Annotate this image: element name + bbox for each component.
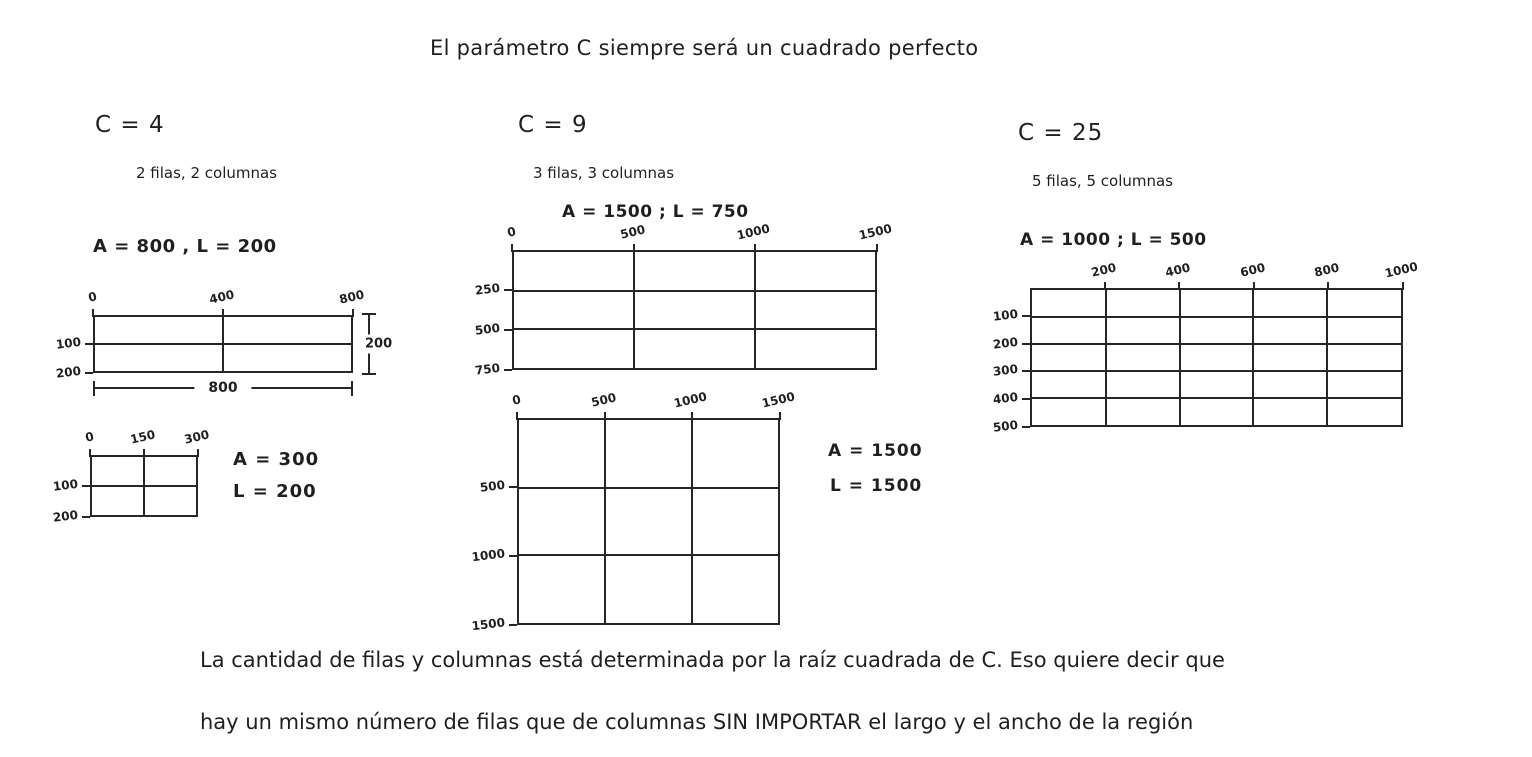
- axis-tick-label: 1000: [672, 389, 709, 411]
- footer-note: [200, 645, 1225, 738]
- axis-tick-label: 500: [992, 417, 1019, 435]
- grid-row-line: [519, 554, 778, 556]
- axis-tick-mark: [82, 485, 90, 487]
- axis-tick-mark: [1022, 426, 1030, 428]
- section-c25-subheading: 5 filas, 5 columnas: [1032, 172, 1174, 190]
- grid-c4-small-area-label: A = 300: [233, 449, 320, 470]
- grid-row-line: [1032, 316, 1401, 318]
- axis-tick-mark: [1104, 282, 1106, 290]
- grid-row-line: [1032, 343, 1401, 345]
- axis-tick-label: 150: [128, 427, 157, 447]
- section-c4-heading: C = 4: [95, 112, 165, 138]
- axis-tick-mark: [1022, 315, 1030, 317]
- section-c4-subheading: 2 filas, 2 columnas: [136, 164, 278, 182]
- grid-row-line: [514, 290, 875, 292]
- grid-outline: [90, 455, 198, 517]
- axis-tick-label: 200: [55, 363, 82, 381]
- grid-outline: [93, 315, 353, 373]
- grid-column-line: [1252, 290, 1254, 425]
- dimension-height-label: 200: [365, 336, 393, 352]
- axis-tick-label: 0: [510, 392, 523, 408]
- axis-tick-mark: [222, 309, 224, 317]
- dimension-cap: [362, 373, 376, 375]
- axis-tick-label: 200: [992, 334, 1019, 352]
- grid-column-line: [1326, 290, 1328, 425]
- axis-tick-label: 1500: [760, 389, 797, 411]
- grid-column-line: [604, 420, 606, 623]
- axis-tick-mark: [89, 449, 91, 457]
- grid-row-line: [1032, 397, 1401, 399]
- grid-column-line: [691, 420, 693, 623]
- axis-tick-mark: [1402, 282, 1404, 290]
- axis-tick-mark: [1327, 282, 1329, 290]
- page-title: El parámetro C siempre será un cuadrado perfecto: [430, 36, 979, 60]
- axis-tick-label: 300: [992, 362, 1019, 380]
- axis-tick-mark: [633, 244, 635, 252]
- grid-row-line: [1032, 370, 1401, 372]
- axis-tick-mark: [1022, 398, 1030, 400]
- axis-tick-label: 500: [479, 477, 506, 495]
- grid-c9-square-area-label: A = 1500: [828, 441, 923, 461]
- axis-tick-mark: [504, 289, 512, 291]
- axis-tick-mark: [604, 412, 606, 420]
- axis-tick-label: 750: [474, 360, 501, 378]
- axis-tick-mark: [511, 244, 513, 252]
- axis-tick-mark: [509, 624, 517, 626]
- grid-outline: [517, 418, 780, 625]
- axis-tick-label: 400: [1164, 260, 1192, 280]
- grid-column-line: [1105, 290, 1107, 425]
- dimension-height-bracket: [361, 313, 401, 375]
- section-c9-subheading: 3 filas, 3 columnas: [533, 164, 675, 182]
- grid-row-line: [92, 485, 196, 487]
- axis-tick-label: 200: [1089, 260, 1118, 280]
- grid-c9-main: [474, 221, 894, 378]
- axis-tick-mark: [691, 412, 693, 420]
- grid-c25-main: [992, 259, 1420, 435]
- axis-tick-mark: [504, 329, 512, 331]
- axis-tick-mark: [1253, 282, 1255, 290]
- axis-tick-label: 500: [618, 222, 647, 242]
- axis-tick-mark: [1178, 282, 1180, 290]
- axis-tick-mark: [85, 372, 93, 374]
- axis-tick-mark: [509, 486, 517, 488]
- axis-tick-label: 1500: [470, 615, 506, 634]
- axis-tick-mark: [876, 244, 878, 252]
- axis-tick-mark: [352, 309, 354, 317]
- axis-tick-mark: [516, 412, 518, 420]
- grid-c4-small: [52, 427, 211, 525]
- dimension-width-bracket: [93, 380, 353, 398]
- axis-tick-mark: [754, 244, 756, 252]
- axis-tick-label: 100: [52, 476, 79, 494]
- axis-tick-mark: [82, 516, 90, 518]
- dimension-cap: [362, 313, 376, 315]
- section-c25-params: A = 1000 ; L = 500: [1020, 230, 1207, 250]
- grid-outline: [1030, 288, 1403, 427]
- footer-line-1: La cantidad de filas y columnas está determinada por la raíz cuadrada de C. Eso quiere decir que: [200, 648, 1225, 672]
- axis-tick-mark: [197, 449, 199, 457]
- axis-tick-label: 0: [83, 429, 96, 445]
- dimension-cap: [351, 381, 353, 396]
- axis-tick-label: 800: [337, 287, 366, 307]
- grid-column-line: [754, 252, 756, 368]
- grid-c9-square: [470, 389, 797, 634]
- axis-tick-label: 200: [52, 507, 79, 525]
- grid-column-line: [633, 252, 635, 368]
- axis-tick-label: 1000: [1383, 259, 1420, 281]
- grid-outline: [512, 250, 877, 370]
- axis-tick-label: 250: [474, 280, 501, 298]
- grid-c4-main: [55, 287, 366, 381]
- axis-tick-mark: [509, 555, 517, 557]
- grid-c4-small-length-label: L = 200: [233, 481, 317, 502]
- axis-tick-mark: [85, 343, 93, 345]
- axis-tick-mark: [143, 449, 145, 457]
- section-c4-params: A = 800 , L = 200: [93, 236, 277, 257]
- axis-tick-label: 0: [505, 224, 518, 240]
- axis-tick-label: 600: [1238, 260, 1267, 280]
- axis-tick-label: 800: [1313, 260, 1341, 280]
- axis-tick-label: 400: [992, 390, 1019, 407]
- axis-tick-label: 300: [182, 427, 211, 447]
- axis-tick-mark: [1022, 370, 1030, 372]
- grid-row-line: [95, 343, 351, 345]
- axis-tick-label: 1000: [470, 546, 506, 565]
- grid-row-line: [514, 328, 875, 330]
- axis-tick-mark: [779, 412, 781, 420]
- axis-tick-label: 100: [55, 334, 82, 352]
- axis-tick-mark: [92, 309, 94, 317]
- axis-tick-label: 100: [992, 306, 1019, 324]
- grid-row-line: [519, 487, 778, 489]
- dimension-width-label: 800: [194, 380, 251, 396]
- axis-tick-label: 500: [474, 320, 501, 338]
- axis-tick-mark: [1022, 343, 1030, 345]
- section-c25-heading: C = 25: [1018, 120, 1104, 146]
- axis-tick-label: 500: [589, 390, 618, 410]
- axis-tick-label: 400: [207, 287, 236, 307]
- axis-tick-mark: [504, 369, 512, 371]
- axis-tick-label: 0: [86, 289, 99, 305]
- section-c9-heading: C = 9: [518, 112, 588, 138]
- dimension-cap: [93, 381, 95, 396]
- axis-tick-label: 1000: [735, 221, 772, 243]
- section-c9-params: A = 1500 ; L = 750: [562, 202, 749, 222]
- axis-tick-label: 1500: [857, 221, 894, 243]
- grid-column-line: [1179, 290, 1181, 425]
- grid-c9-square-length-label: L = 1500: [830, 476, 923, 496]
- footer-line-2: hay un mismo número de filas que de columnas SIN IMPORTAR el largo y el ancho de la región: [200, 710, 1194, 734]
